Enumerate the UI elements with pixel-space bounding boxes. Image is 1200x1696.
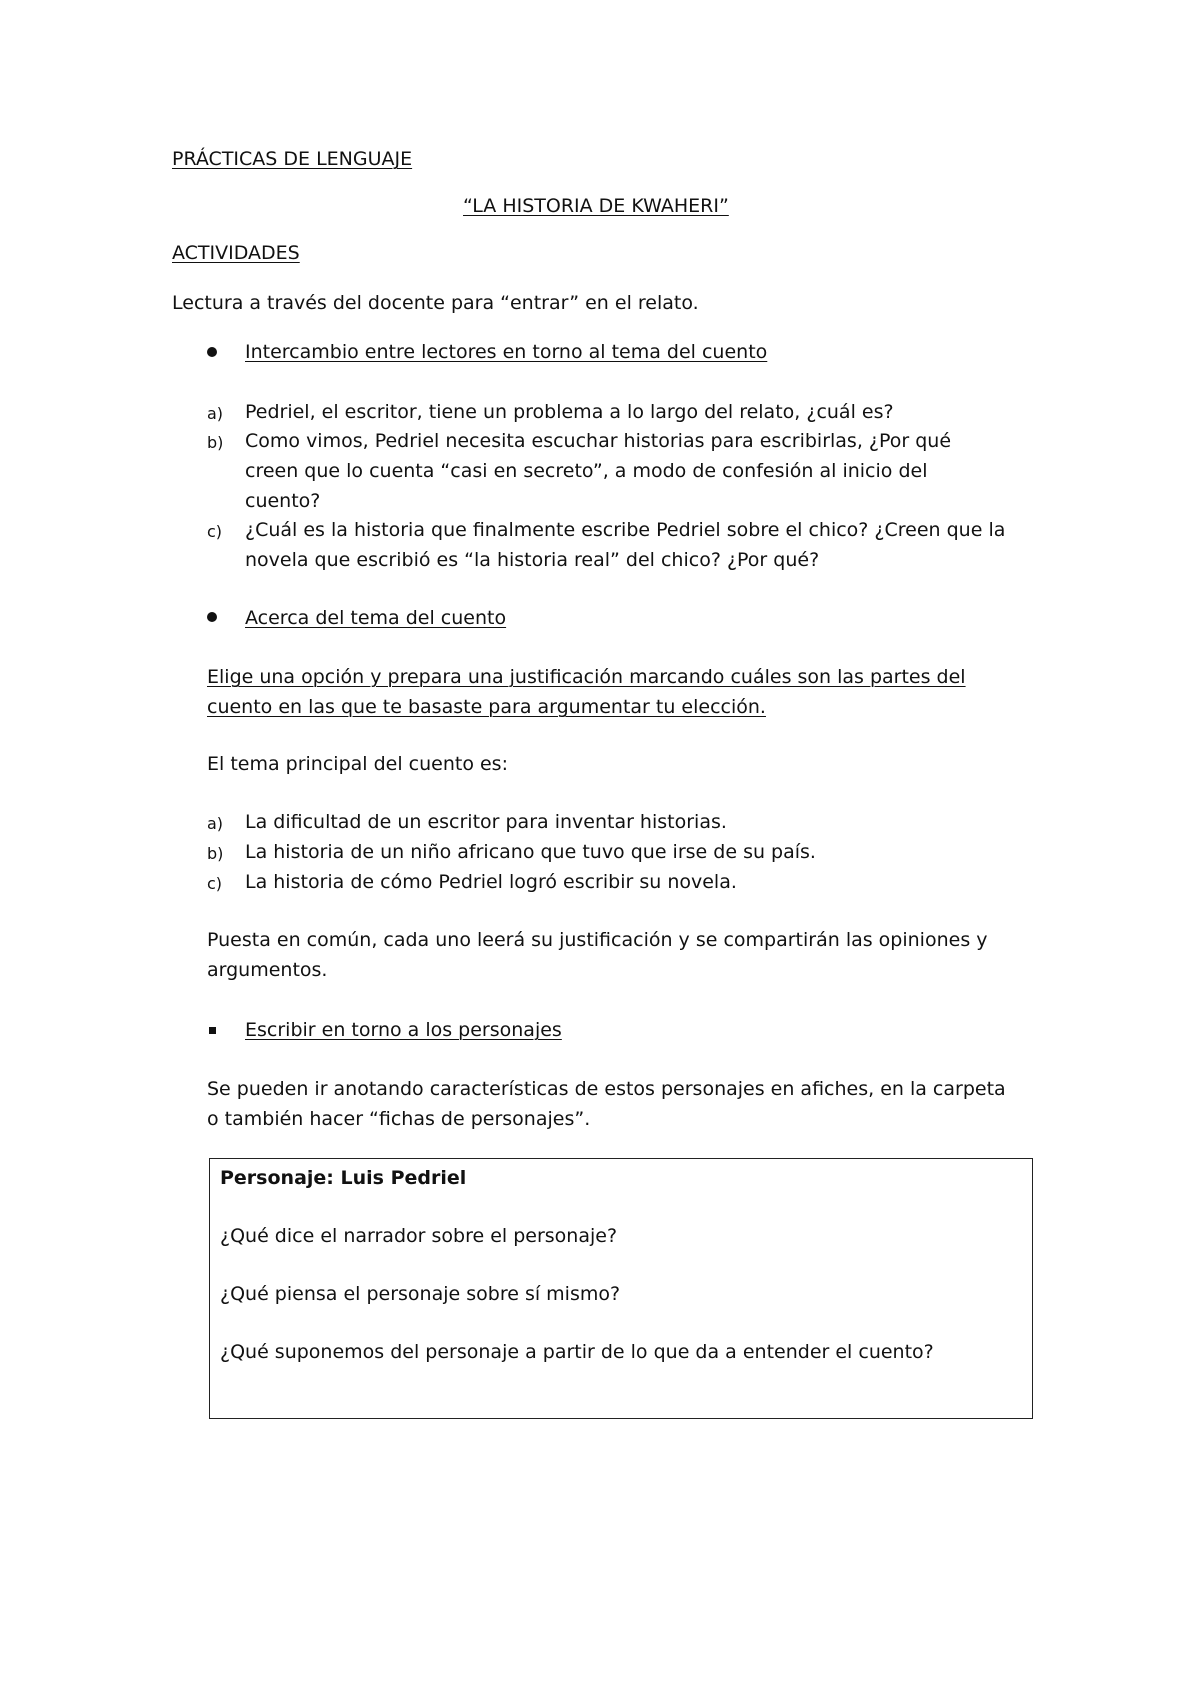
section3-text-line: Se pueden ir anotando características de estos personajes en afiches, en la carpeta — [207, 1078, 1006, 1100]
character-card — [209, 1158, 1033, 1419]
section3-heading: Escribir en torno a los personajes — [245, 1019, 562, 1041]
list-marker: c) — [207, 522, 223, 541]
section3-text-line: o también hacer “fichas de personajes”. — [207, 1108, 591, 1130]
theme-question: El tema principal del cuento es: — [207, 753, 508, 775]
list-item-line: Como vimos, Pedriel necesita escuchar historias para escribirlas, ¿Por qué — [245, 430, 952, 452]
option-text: La historia de cómo Pedriel logró escribir su novela. — [245, 871, 737, 893]
activities-heading: ACTIVIDADES — [172, 242, 300, 264]
list-marker: c) — [207, 874, 223, 893]
bullet-dot-icon — [207, 612, 217, 622]
subject-heading: PRÁCTICAS DE LENGUAJE — [172, 148, 413, 170]
instruction-line: Elige una opción y prepara una justificación marcando cuáles son las partes del — [207, 666, 966, 688]
story-title: “LA HISTORIA DE KWAHERI” — [463, 195, 729, 217]
list-item-line: Pedriel, el escritor, tiene un problema a lo largo del relato, ¿cuál es? — [245, 401, 894, 423]
option-text: La dificultad de un escritor para inventar historias. — [245, 811, 727, 833]
bullet-square-icon — [209, 1027, 216, 1034]
closing-line: argumentos. — [207, 959, 328, 981]
list-item-line: cuento? — [245, 490, 321, 512]
list-marker: b) — [207, 844, 224, 863]
closing-line: Puesta en común, cada uno leerá su justificación y se compartirán las opiniones y — [207, 929, 988, 951]
list-item-line: ¿Cuál es la historia que finalmente escribe Pedriel sobre el chico? ¿Creen que la — [245, 519, 1006, 541]
list-marker: b) — [207, 433, 224, 452]
card-question: ¿Qué suponemos del personaje a partir de lo que da a entender el cuento? — [220, 1341, 934, 1363]
card-title: Personaje: Luis Pedriel — [220, 1167, 467, 1189]
card-question: ¿Qué dice el narrador sobre el personaje? — [220, 1225, 618, 1247]
list-item-line: novela que escribió es “la historia real” del chico? ¿Por qué? — [245, 549, 820, 571]
instruction-line: cuento en las que te basaste para argumentar tu elección. — [207, 696, 766, 718]
bullet-dot-icon — [207, 347, 217, 357]
card-question: ¿Qué piensa el personaje sobre sí mismo? — [220, 1283, 621, 1305]
section1-heading: Intercambio entre lectores en torno al tema del cuento — [245, 341, 768, 363]
option-text: La historia de un niño africano que tuvo que irse de su país. — [245, 841, 816, 863]
section2-heading: Acerca del tema del cuento — [245, 607, 507, 629]
list-marker: a) — [207, 404, 224, 423]
intro-paragraph: Lectura a través del docente para “entrar” en el relato. — [172, 292, 699, 314]
list-item-line: creen que lo cuenta “casi en secreto”, a modo de confesión al inicio del — [245, 460, 928, 482]
list-marker: a) — [207, 814, 224, 833]
